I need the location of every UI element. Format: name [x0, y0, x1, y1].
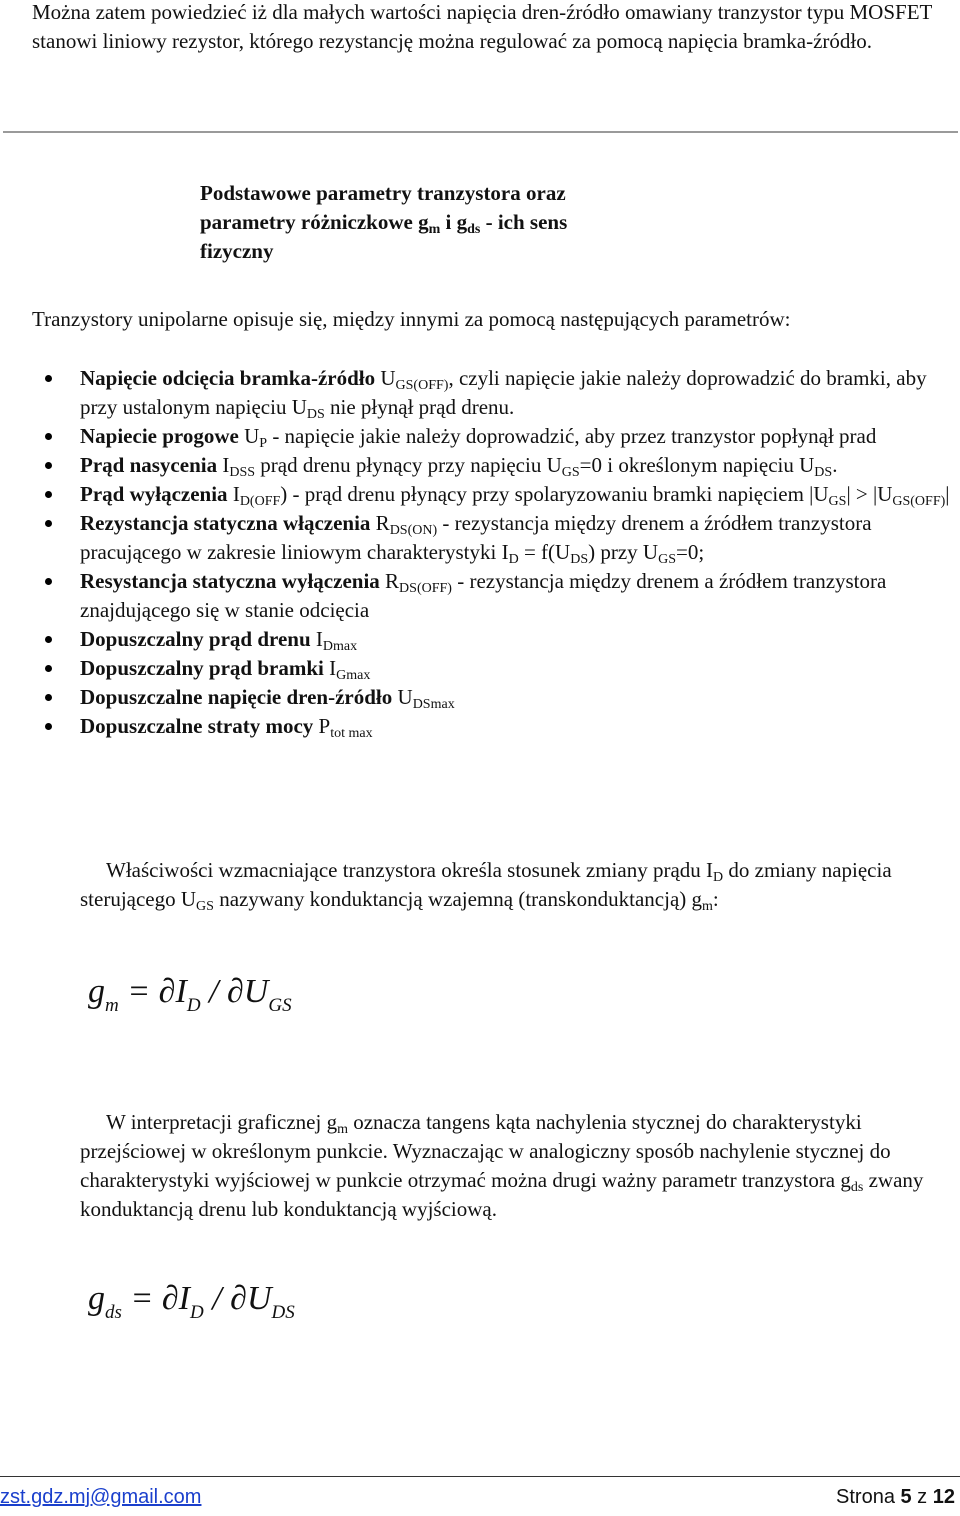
heading-line-3: fizyczny: [200, 239, 274, 263]
list-item: Napięcie odcięcia bramka-źródło $U_{GS(OFF)}$, czyli napięcie jakie należy doprowadzić do bramki, aby przy ustalonym napięciu $U_{DS}$ nie płynął prąd drenu.: [40, 364, 960, 422]
horizontal-divider: [3, 131, 958, 133]
formula-gm: $g_m = \partial I_D / \partial U_{GS}$: [88, 973, 292, 1016]
formula-gds: $g_{ds} = \partial I_D / \partial U_{DS}$: [88, 1280, 295, 1323]
footer-email-link[interactable]: zst.gdz.mj@gmail.com: [0, 1486, 202, 1508]
page-number: Strona 5 z 12: [836, 1486, 955, 1508]
list-item: Dopuszczalny prąd drenu $I_{Dmax}$: [40, 625, 960, 654]
drain-conductance-paragraph: W interpretacji graficznej $g_m$ oznacza tangens kąta nachylenia stycznej do charakterystyki przejściowej w określonym punkcie. Wyznaczając w analogiczny sposób nachylenie stycznej do charakterystyki wyjściowej w punkcie otrzymać można drugi ważny parametr tranzystora $g_{ds}$ zwany konduktancją drenu lub konduktancją wyjściową.: [80, 1110, 924, 1221]
list-item: Rezystancja statyczna włączenia $R_{DS(ON)}$ - rezystancja między drenem a źródłem tranzystora pracującego w zakresie liniowym charakterystyki $I_D = f(U_{DS})$ przy $U_{GS}=0$;: [40, 509, 960, 567]
list-item: Prąd wyłączenia $I_{D(OFF}$) - prąd drenu płynący przy spolaryzowaniu bramki napięciem $|U_{GS}| > |U_{GS(OFF)}|$: [40, 480, 960, 509]
heading-line-1: Podstawowe parametry tranzystora oraz: [200, 181, 566, 205]
parameter-list: [40, 364, 960, 741]
footer-divider: [0, 1476, 960, 1477]
list-item: Resystancja statyczna wyłączenia $R_{DS(OFF)}$ - rezystancja między drenem a źródłem tranzystora znajdującego się w stanie odcięcia: [40, 567, 960, 625]
list-item: Prąd nasycenia $I_{DSS}$ prąd drenu płynący przy napięciu $U_{GS}=0$ i określonym napięciu $U_{DS}$.: [40, 451, 960, 480]
heading-line-2: parametry różniczkowe $g_m$ i $g_{ds}$ - ich sens: [200, 210, 568, 237]
page-footer: [0, 1480, 960, 1514]
list-item: Dopuszczalne napięcie dren-źródło $U_{DSmax}$: [40, 683, 960, 712]
transconductance-paragraph: Właściwości wzmacniające tranzystora określa stosunek zmiany prądu $I_D$ do zmiany napięcia sterującego $U_{GS}$ nazywany konduktancją wzajemną (transkonduktancją) $g_m$:: [80, 858, 892, 914]
lead-paragraph: Tranzystory unipolarne opisuje się, między innymi za pomocą następujących parametrów:: [32, 307, 791, 331]
intro-paragraph: Można zatem powiedzieć iż dla małych wartości napięcia dren-źródło omawiany tranzystor typu MOSFET stanowi liniowy rezystor, którego rezystancję można regulować za pomocą napięcia bramka-źródło.: [32, 0, 932, 53]
list-item: Napiecie progowe $U_P$ - napięcie jakie należy doprowadzić, aby przez tranzystor popłynął prad: [40, 422, 960, 451]
section-heading: [200, 179, 700, 266]
list-item: Dopuszczalne straty mocy $P_{tot max}$: [40, 712, 960, 741]
list-item: Dopuszczalny prąd bramki $I_{Gmax}$: [40, 654, 960, 683]
